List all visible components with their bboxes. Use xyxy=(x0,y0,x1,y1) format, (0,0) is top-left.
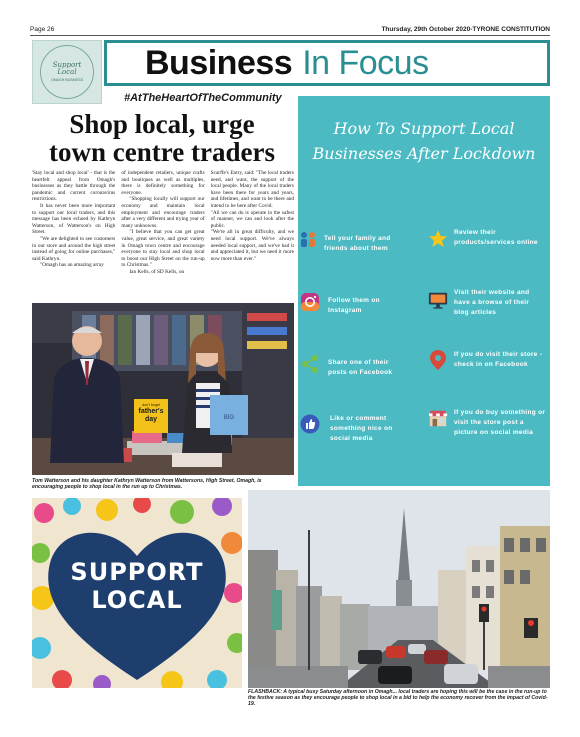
sign-line2: father's xyxy=(138,408,164,415)
page-header xyxy=(30,24,550,36)
support-local-infographic xyxy=(298,96,550,486)
instagram-icon xyxy=(300,292,320,312)
logo-line3: OMAGH BUSINESS xyxy=(51,78,83,83)
banner-title-light: In Focus xyxy=(302,43,429,82)
logo-line2: Local xyxy=(57,67,77,76)
heart-text-line2: LOCAL xyxy=(91,586,183,614)
paragraph: "I believe that you can get great value, great service, and great variety in Omagh town centre and encourage everyone to stay local and shop local to boost our High Street on the run-up to Christmas." xyxy=(121,229,205,269)
tip-post-picture: If you do buy something or visit the store post a picture on social media xyxy=(454,409,546,436)
headline-line2: town centre traders xyxy=(49,137,275,167)
shop-icon xyxy=(428,408,448,428)
heart-text-line1: SUPPORT xyxy=(70,558,204,586)
tip-tell-friends: Tell your family and friends about them xyxy=(324,235,391,252)
section-banner xyxy=(104,40,550,86)
article-column-1 xyxy=(32,170,115,300)
share-icon xyxy=(300,354,320,374)
tip-review-online: Review their products/services online xyxy=(454,229,538,246)
article-column-3 xyxy=(211,170,294,300)
paragraph: 'Stay local and shop local' - that is the heartfelt appeal from Omagh's businesses as they battle through the pandemic and current coronavirus restrictions. xyxy=(32,170,116,203)
paragraph: "Omagh has an amazing array xyxy=(40,262,104,269)
sign-line1: don't forget xyxy=(142,403,160,407)
shop-photo-illustration xyxy=(32,303,294,475)
paragraph: "Shopping locally will support our economy and maintain local employment and encourage traders after a very different and trying year of many unknowns. xyxy=(121,196,205,229)
paragraph: "We are delighted to see customers in our store and around the high street instead of going for online purchases," said Kathryn. xyxy=(32,235,116,262)
svg-text:BIG: BIG xyxy=(223,415,235,421)
paragraph: It has never been more important to support our local traders, and this message has been echoed by Kathryn Watterson, of Watterson's on High Street. xyxy=(32,202,116,236)
star-icon xyxy=(428,229,448,249)
infographic-title-line1: How To Support Local xyxy=(333,119,515,138)
monitor-icon xyxy=(428,290,448,310)
header-rule xyxy=(30,35,550,36)
headline-line1: Shop local, urge xyxy=(69,109,255,139)
photo3-caption: FLASHBACK: A typical busy Saturday afternoon in Omagh... local traders are hoping this will be the case in the run-up to the festive season as they encourage people to shop local in a bid to help the economy recover from the impact of Covid-19. xyxy=(248,689,548,708)
thumbs-up-icon xyxy=(300,414,320,434)
article-headline xyxy=(32,110,292,166)
logo-badge xyxy=(40,45,94,99)
sign-line3: day xyxy=(144,416,158,423)
omagh-street-photo xyxy=(248,490,550,688)
infographic-title-line2: Businesses After Lockdown xyxy=(312,144,536,163)
tip-visit-website: Visit their website and have a browse of their blog articles xyxy=(454,289,530,316)
paragraph: of independent retailers, unique crafts and boutiques as well as multiples, there is definitely something for everyone. xyxy=(121,170,205,196)
tip-like-comment: Like or comment something nice on social media xyxy=(330,415,393,442)
paragraph: "All we can do is operate in the safest of manner, we can and look after the public. xyxy=(210,209,294,229)
support-local-heart-photo xyxy=(32,498,242,688)
photo1-caption: Tom Watterson and his daughter Kathryn Watterson from Wattersons, High Street, Omagh, is encouraging people to shop local in the run up to Christmas. xyxy=(32,478,262,491)
banner-title-bold: Business xyxy=(145,43,293,82)
paragraph: "We're all in great difficulty, and we need local support. We've always needed local support, and we've had it and appreciated it, but we need it more now more than ever." xyxy=(210,229,294,262)
wattersons-shop-photo xyxy=(32,303,294,475)
tip-share-post: Share one of their posts on Facebook xyxy=(328,359,393,376)
article-column-2 xyxy=(121,170,204,300)
issue-date: Thursday, 29th October 2020-TYRONE CONSTITUTION xyxy=(381,26,550,33)
tip-check-in: If you do visit their store - check in on Facebook xyxy=(454,351,543,368)
support-local-heart-text xyxy=(32,558,242,614)
logo-line1: Support xyxy=(52,60,82,69)
family-icon xyxy=(298,229,318,249)
fathers-day-sign xyxy=(134,399,168,433)
tip-follow-instagram: Follow them on Instagram xyxy=(328,297,380,314)
infographic-title xyxy=(298,116,550,166)
paragraph: Scarffe's Entry, said: "The local traders need, and want, the support of the local people. Many of the local traders have been there for years and years, and lifetimes, and want to be there and intend to be here after Covid. xyxy=(210,170,294,209)
street-scene-illustration xyxy=(248,490,550,688)
location-pin-icon xyxy=(428,350,448,370)
support-local-logo xyxy=(32,40,102,104)
article-body xyxy=(32,170,294,300)
hashtag: #AtTheHeartOfTheCommunity xyxy=(124,92,282,104)
page-number: Page 26 xyxy=(30,26,55,33)
paragraph: Ian Kells, of SD Kells, on xyxy=(129,268,185,275)
